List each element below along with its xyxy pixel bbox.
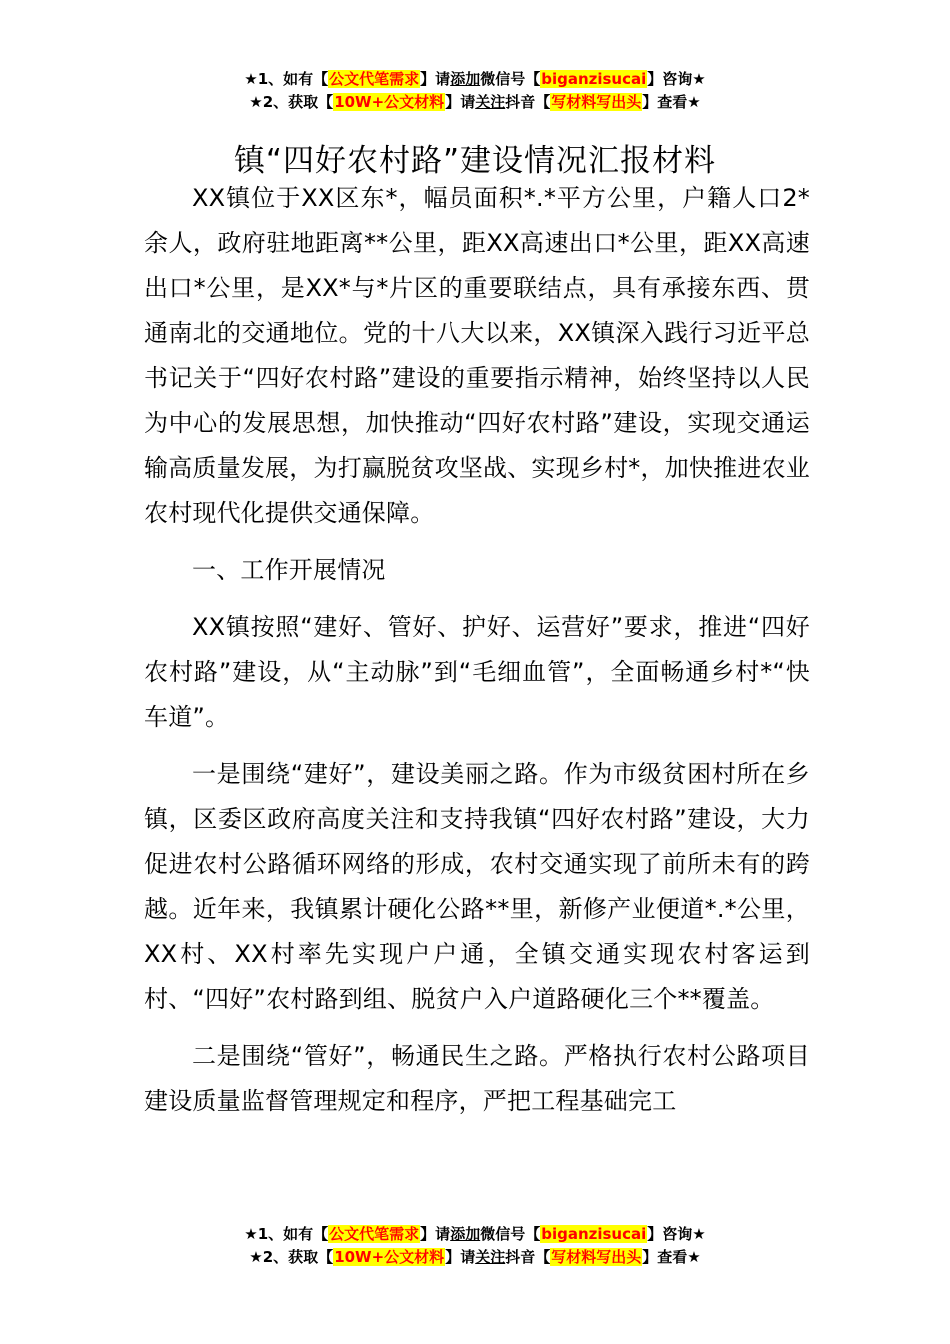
highlight-douyin-account: 写材料写出头 [551,1248,642,1266]
banner-line-1 [0,68,950,91]
banner-text: 】请 [445,1248,476,1266]
document-title: 镇“四好农村路”建设情况汇报材料 [233,142,717,179]
section-heading: 一、工作开展情况 [192,556,386,584]
banner-text: 】咨询★ [647,70,706,88]
paragraph-manage-well: 二是围绕“管好”，畅通民生之路。严格执行农村公路项目建设质量监督管理规定和程序，严把工程基础完工 [144,1042,810,1115]
banner-line-1 [0,1223,950,1246]
highlight-wechat-id: biganzisucai [541,70,647,88]
banner-text: 】查看★ [642,1248,701,1266]
highlight-service: 公文代笔需求 [329,1225,420,1243]
banner-text: 微信号【 [480,1225,541,1243]
underlined-text: 关注 [475,93,506,111]
highlight-douyin-account: 写材料写出头 [551,93,642,111]
banner-line-2 [0,91,950,114]
highlight-wechat-id: biganzisucai [541,1225,647,1243]
underlined-text: 添加 [450,1225,481,1243]
header-banner [0,68,950,114]
banner-text: 】请 [445,93,476,111]
highlight-service: 公文代笔需求 [329,70,420,88]
paragraph-overview: XX镇按照“建好、管好、护好、运营好”要求，推进“四好农村路”建设，从“主动脉”到“毛细血管”，全面畅通乡村*“快车道”。 [144,613,810,731]
highlight-materials: 10W+公文材料 [334,1248,445,1266]
banner-text: ★2、获取【 [249,93,334,111]
paragraph-build-well: 一是围绕“建好”，建设美丽之路。作为市级贫困村所在乡镇，区委区政府高度关注和支持我镇“四好农村路”建设，大力促进农村公路循环网络的形成，农村交通实现了前所未有的跨越。近年来，我镇累计硬化公路**里，新修产业便道*.*公里，XX村、XX村率先实现户户通，全镇交通实现农村客运到村、“四好”农村路到组、脱贫户入户道路硬化三个**覆盖。 [144,760,810,1013]
underlined-text: 关注 [475,1248,506,1266]
banner-text: ★1、如有【 [244,1225,329,1243]
banner-line-2 [0,1246,950,1269]
banner-text: ★2、获取【 [249,1248,334,1266]
highlight-materials: 10W+公文材料 [334,93,445,111]
banner-text: 抖音【 [505,93,551,111]
underlined-text: 添加 [450,70,481,88]
banner-text: 】请 [420,1225,451,1243]
banner-text: 微信号【 [480,70,541,88]
document-body [144,176,810,1136]
footer-banner [0,1223,950,1269]
banner-text: ★1、如有【 [244,70,329,88]
banner-text: 】请 [420,70,451,88]
banner-text: 抖音【 [505,1248,551,1266]
paragraph-intro: XX镇位于XX区东*，幅员面积*.*平方公里，户籍人口2*余人，政府驻地距离**公里，距XX高速出口*公里，距XX高速出口*公里，是XX*与*片区的重要联结点，具有承接东西、贯通南北的交通地位。党的十八大以来，XX镇深入践行习近平总书记关于“四好农村路”建设的重要指示精神，始终坚持以人民为中心的发展思想，加快推动“四好农村路”建设，实现交通运输高质量发展，为打赢脱贫攻坚战、实现乡村*，加快推进农业农村现代化提供交通保障。 [144,184,810,527]
banner-text: 】查看★ [642,93,701,111]
banner-text: 】咨询★ [647,1225,706,1243]
